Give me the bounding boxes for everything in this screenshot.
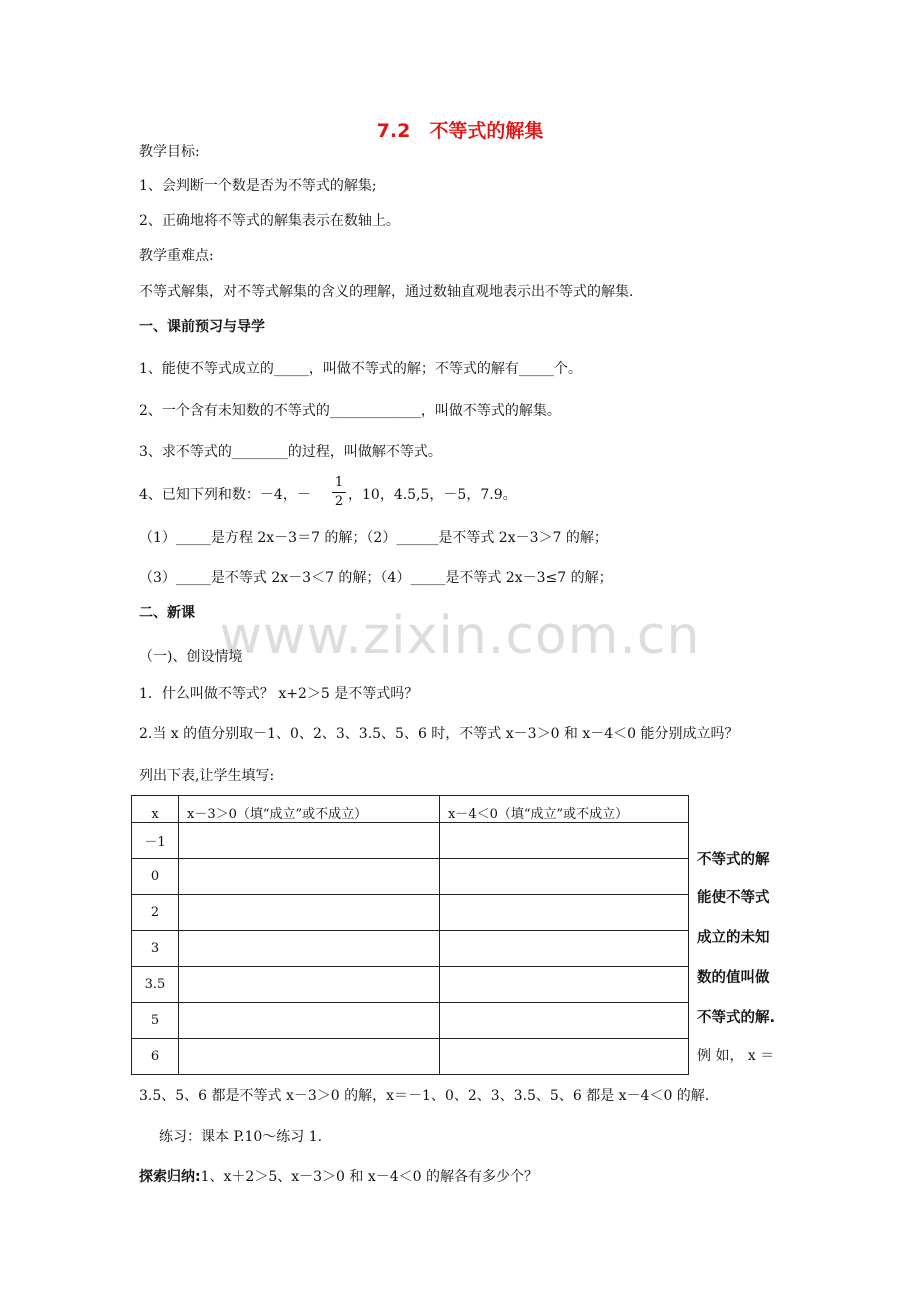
table-cell-x: 3.5: [132, 967, 179, 1003]
explore-line: [139, 1168, 538, 1186]
table-row: [132, 895, 689, 931]
table-row: [132, 859, 689, 895]
fraction-numerator: 1: [334, 475, 344, 490]
new-lesson-paragraph-3: 列出下表,让学生填写:: [139, 768, 275, 784]
preview-question-4-suffix: ，10，4.5,5，－5，7.9。: [348, 487, 517, 503]
preview-question-4-line-2: （3）_____是不等式 2x－3＜7 的解；（4）_____是不等式 2x－3≤7 的解；: [139, 570, 613, 586]
side-note-line-2: 能使不等式: [697, 890, 770, 906]
table-cell-blank[interactable]: [179, 859, 440, 895]
explore-label: 探索归纳:: [139, 1169, 201, 1185]
table-cell-blank[interactable]: [179, 931, 440, 967]
table-header-inequality-2: x－4＜0（填“成立”或不成立）: [440, 796, 689, 823]
subsection-scenario: （一)、创设情境: [139, 649, 243, 665]
table-cell-blank[interactable]: [440, 823, 689, 859]
table-cell-blank[interactable]: [179, 823, 440, 859]
inequality-table: [131, 795, 689, 1075]
difficulty-text: 不等式解集，对不等式解集的含义的理解，通过数轴直观地表示出不等式的解集.: [139, 284, 634, 300]
new-lesson-paragraph-1: 1．什么叫做不等式？ x+2＞5 是不等式吗？: [139, 686, 419, 702]
table-header-row: [132, 796, 689, 823]
table-header-x: x: [132, 796, 179, 823]
side-note-line-3: 成立的未知: [697, 930, 770, 946]
explore-text: 1、x＋2＞5、x－3＞0 和 x－4＜0 的解各有多少个？: [200, 1169, 538, 1185]
table-row: [132, 967, 689, 1003]
side-note-line-1: 不等式的解: [697, 852, 770, 868]
section1-heading: 一、课前预习与导学: [139, 319, 265, 335]
section2-heading: 二、新课: [139, 605, 195, 621]
fraction-bar: [332, 492, 346, 493]
table-cell-x: －1: [132, 823, 179, 859]
table-header-inequality-1: x－3＞0（填“成立”或不成立）: [179, 796, 440, 823]
objectives-heading: 教学目标:: [139, 144, 200, 160]
table-cell-blank[interactable]: [179, 967, 440, 1003]
table-cell-x: 5: [132, 1003, 179, 1039]
new-lesson-paragraph-2: 2.当 x 的值分别取－1、0、2、3、3.5、5、6 时，不等式 x－3＞0 和 x－4＜0 能分别成立吗？: [139, 726, 739, 742]
fraction-denominator: 2: [334, 494, 344, 509]
table-row: [132, 823, 689, 859]
table-cell-x: 3: [132, 931, 179, 967]
preview-question-1: 1、能使不等式成立的_____，叫做不等式的解；不等式的解有_____个。: [139, 361, 582, 377]
practice-text: 练习：课本 P.10～练习 1.: [159, 1129, 323, 1145]
side-note-line-4: 数的值叫做: [697, 970, 770, 986]
table-cell-blank[interactable]: [440, 895, 689, 931]
objective-1: 1、会判断一个数是否为不等式的解集;: [139, 178, 377, 194]
side-note-line-6: 例 如， x ＝: [697, 1048, 775, 1064]
table-cell-blank[interactable]: [440, 859, 689, 895]
table-row: [132, 931, 689, 967]
preview-question-4-line-1: （1）_____是方程 2x－3＝7 的解；（2）______是不等式 2x－3＞7 的解；: [139, 530, 608, 546]
table-row: [132, 1003, 689, 1039]
table-cell-blank[interactable]: [179, 1039, 440, 1075]
table-row: [132, 1039, 689, 1075]
continuation-text: 3.5、5、6 都是不等式 x－3＞0 的解，x＝－1、0、2、3、3.5、5、6 都是 x－4＜0 的解.: [139, 1088, 710, 1104]
preview-question-2: 2、一个含有未知数的不等式的_____________，叫做不等式的解集。: [139, 403, 561, 419]
difficulty-heading: 教学重难点:: [139, 248, 214, 264]
table-cell-blank[interactable]: [179, 1003, 440, 1039]
objective-2: 2、正确地将不等式的解集表示在数轴上。: [139, 213, 400, 229]
table-cell-blank[interactable]: [440, 967, 689, 1003]
table-cell-x: 0: [132, 859, 179, 895]
preview-question-4-prefix: 4、已知下列和数：－4，－: [139, 487, 311, 503]
table-cell-blank[interactable]: [440, 1003, 689, 1039]
page-title: 7.2 不等式的解集: [376, 120, 544, 142]
table-cell-blank[interactable]: [179, 895, 440, 931]
watermark: www.zixin.com.cn: [219, 606, 701, 666]
table-cell-blank[interactable]: [440, 931, 689, 967]
preview-question-3: 3、求不等式的________的过程，叫做解不等式。: [139, 444, 442, 460]
table-cell-blank[interactable]: [440, 1039, 689, 1075]
side-note-line-5: 不等式的解.: [697, 1010, 776, 1026]
fraction-one-half: [332, 476, 346, 509]
table-cell-x: 2: [132, 895, 179, 931]
table-cell-x: 6: [132, 1039, 179, 1075]
